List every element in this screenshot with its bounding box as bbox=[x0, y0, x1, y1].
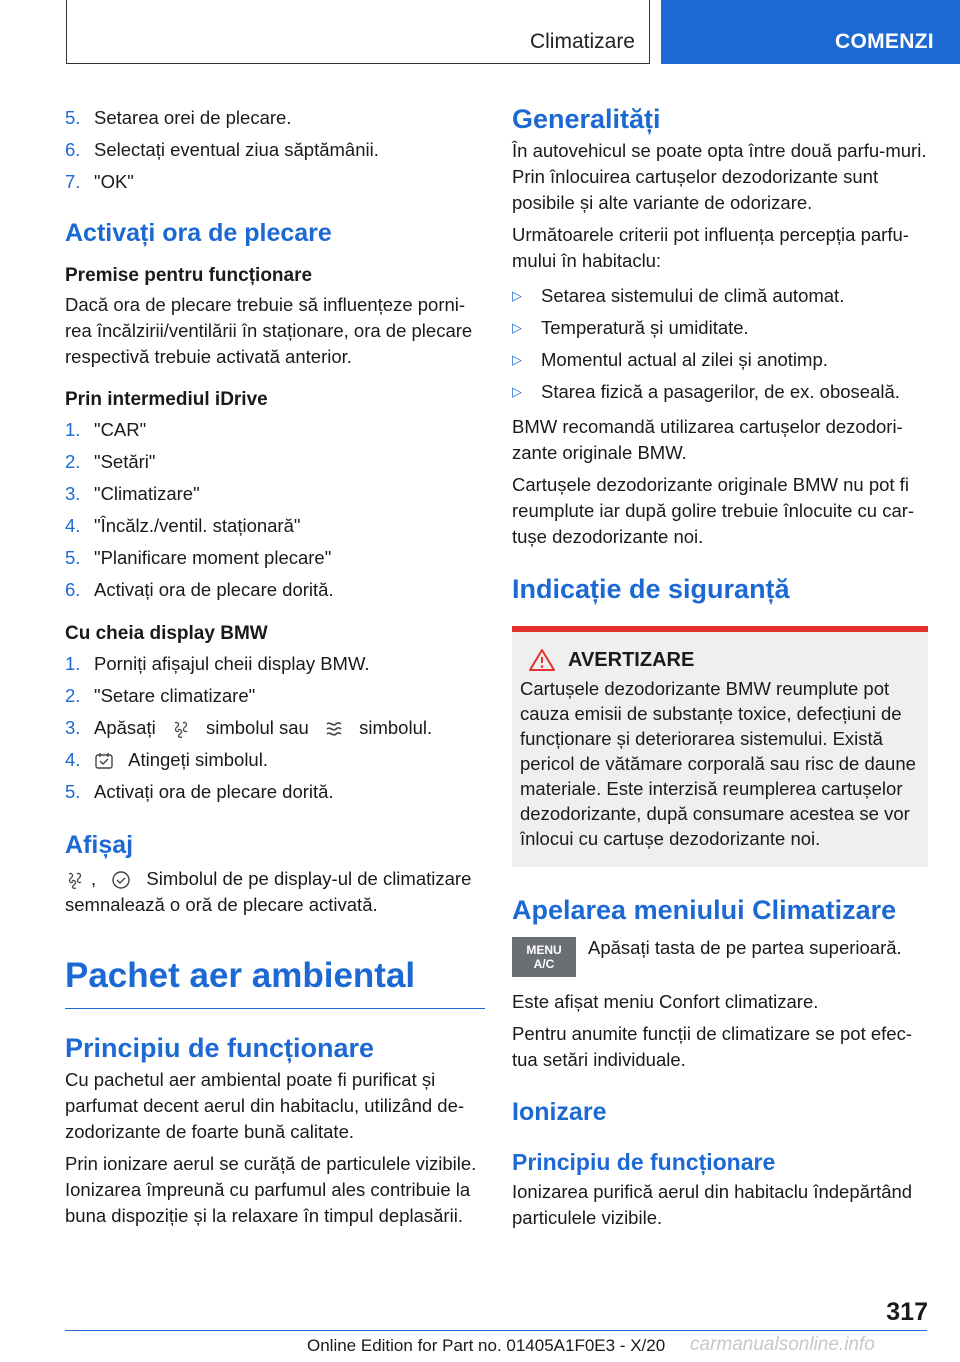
steps-top-list bbox=[65, 102, 485, 198]
left-column bbox=[65, 102, 485, 1229]
list-item: 5. "Planificare moment plecare" bbox=[65, 547, 332, 568]
list-item: 3. "Climatizare" bbox=[65, 483, 200, 504]
air-circulation-icon bbox=[171, 719, 191, 739]
ion-sub-heading: Principiu de funcționare bbox=[512, 1149, 776, 1175]
air-circulation-icon bbox=[65, 870, 85, 890]
right-column bbox=[512, 102, 932, 1231]
warning-triangle-icon bbox=[528, 648, 556, 672]
list-item: ▷ Momentul actual al zilei și anotimp. bbox=[512, 349, 828, 370]
pack-heading: Pachet aer ambiental bbox=[65, 954, 485, 1009]
menu-ac-button-icon: MENU A/C bbox=[512, 937, 576, 977]
general-p3: BMW recomandă utilizarea cartușelor dezodori-zante originale BMW. bbox=[512, 416, 903, 463]
principle-p1: Cu pachetul aer ambiental poate fi purificat și parfumat decent aerul din habitaclu, utilizând de-zodorizante de foarte bună calitate. bbox=[65, 1069, 465, 1142]
ion-text: Ionizarea purifică aerul din habitaclu îndepărtând particulele vizibile. bbox=[512, 1181, 913, 1228]
footer-divider bbox=[65, 1330, 927, 1331]
general-p1: În autovehicul se poate opta între două parfu-muri. Prin înlocuirea cartușelor dezodorizante sunt posibile și alte variante de odorizare. bbox=[512, 140, 927, 213]
ion-heading: Ionizare bbox=[512, 1098, 607, 1126]
activate-heading: Activați ora de plecare bbox=[65, 219, 332, 247]
list-item: 6. Activați ora de plecare dorită. bbox=[65, 579, 334, 600]
list-item: 6. Selectați eventual ziua săptămânii. bbox=[65, 139, 379, 160]
warning-text: Cartușele dezodorizante BMW reumplute pot cauza emisii de substanțe toxice, defecțiuni de funcționare și deteriorarea sistemului. Există pericol de vătămare corporală sau risc de daune materiale. Este interzisă reumplerea cartușelor dezodorizante, după consumare acestea se vor înlocui cu cartușe dezodorizante noi. bbox=[520, 678, 916, 849]
list-item: 2. "Setare climatizare" bbox=[65, 685, 256, 706]
page-number: 317 bbox=[886, 1298, 928, 1326]
menu-p1: Apăsați tasta de pe partea superioară. bbox=[588, 937, 902, 958]
list-item: ▷ Starea fizică a pasagerilor, de ex. oboseală. bbox=[512, 381, 900, 402]
warning-header bbox=[528, 648, 920, 672]
menu-p3: Pentru anumite funcții de climatizare se pot efec-tua setări individuale. bbox=[512, 1023, 912, 1070]
list-item: 5. Activați ora de plecare dorită. bbox=[65, 781, 334, 802]
display-text: , Simbolul de pe display-ul de climatizare semnalează o oră de plecare activată. bbox=[65, 868, 472, 915]
header-chapter-title: COMENZI bbox=[835, 30, 934, 53]
ventilation-icon bbox=[324, 719, 344, 739]
general-p2: Următoarele criterii pot influența percepția parfu-mului în habitaclu: bbox=[512, 224, 909, 271]
footer-edition: Online Edition for Part no. 01405A1F0E3 - X/20 bbox=[307, 1336, 666, 1355]
idrive-heading: Prin intermediul iDrive bbox=[65, 389, 268, 410]
idrive-steps-list bbox=[65, 414, 485, 606]
departure-time-icon bbox=[94, 751, 114, 771]
menu-key-block bbox=[512, 935, 932, 977]
criteria-list bbox=[512, 280, 932, 408]
menu-heading: Apelarea meniului Climatizare bbox=[512, 895, 897, 925]
general-heading: Generalități bbox=[512, 104, 661, 134]
principle-p2: Prin ionizare aerul se curăță de particulele vizibile. Ionizarea împreună cu parfumul ales contribuie la buna dispoziție și la relaxare în timpul deplasării. bbox=[65, 1153, 477, 1226]
list-item: 4. Atingeți simbolul. bbox=[65, 749, 268, 770]
list-item: ▷ Temperatură și umiditate. bbox=[512, 317, 749, 338]
safety-heading: Indicație de siguranță bbox=[512, 574, 790, 604]
header-section-title: Climatizare bbox=[529, 30, 635, 53]
display-heading: Afișaj bbox=[65, 831, 134, 859]
list-item: 5. Setarea orei de plecare. bbox=[65, 107, 292, 128]
principle-heading: Principiu de funcționare bbox=[65, 1033, 375, 1063]
prereq-text: Dacă ora de plecare trebuie să influențeze porni-rea încălzirii/ventilării în staționare, ora de plecare respectivă trebuie activată anterior. bbox=[65, 294, 473, 367]
list-item: 3. Apăsați simbolul sau simbolul. bbox=[65, 717, 433, 738]
list-item: 7. "OK" bbox=[65, 171, 134, 192]
list-item: 4. "Încălz./ventil. staționară" bbox=[65, 515, 301, 536]
general-p4: Cartușele dezodorizante originale BMW nu pot fi reumplute iar după golire trebuie înlocuite cu car-tușe dezodorizante noi. bbox=[512, 474, 915, 547]
header-section-tab bbox=[66, 0, 650, 64]
footer-watermark: carmanualsonline.info bbox=[690, 1334, 875, 1355]
list-item: ▷ Setarea sistemului de climă automat. bbox=[512, 285, 845, 306]
key-steps-list bbox=[65, 648, 485, 808]
list-item: 1. "CAR" bbox=[65, 419, 147, 440]
warning-box bbox=[512, 626, 928, 867]
menu-p2: Este afișat meniu Confort climatizare. bbox=[512, 991, 819, 1012]
clock-check-icon bbox=[111, 870, 131, 890]
key-heading: Cu cheia display BMW bbox=[65, 623, 268, 644]
prereq-heading: Premise pentru funcționare bbox=[65, 265, 313, 286]
header-chapter-tab bbox=[661, 0, 960, 64]
warning-title: AVERTIZARE bbox=[568, 648, 695, 671]
list-item: 2. "Setări" bbox=[65, 451, 156, 472]
list-item: 1. Porniți afișajul cheii display BMW. bbox=[65, 653, 370, 674]
